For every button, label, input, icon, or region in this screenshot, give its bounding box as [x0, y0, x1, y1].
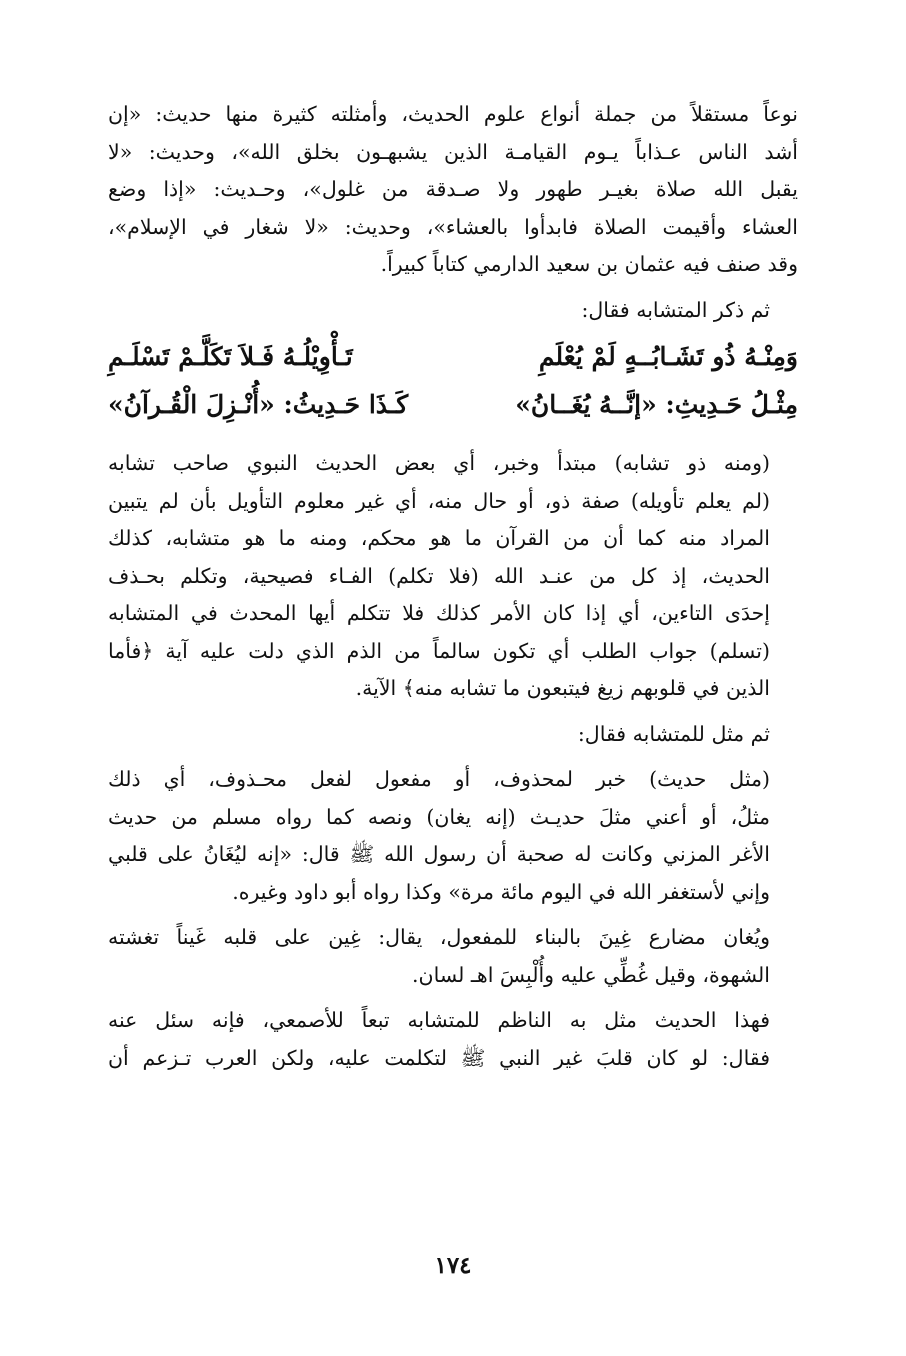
text-line: إحدَى التاءين، أي إذا كان الأمر كذلك فلا تتكلم أيها المحدث في المتشابه [108, 601, 770, 625]
text-line: وقد صنف فيه عثمان بن سعيد الدارمي كتاباً كبيراً. [380, 252, 798, 276]
text-line: المراد منه كما أن من القرآن ما هو محكم، ومنه ما هو متشابه، كذلك [108, 526, 770, 550]
verse-hemistich-left: كَـذَا حَـدِيثُ: «أُنْـزِلَ الْقُـرآنُ» [108, 390, 409, 419]
text-line: (لم يعلم تأويله) صفة ذو، أو حال منه، أي غير معلوم التأويل بأن لم يتبين [108, 488, 770, 513]
text-line: الحديث، إذ كل من عنـد الله (فلا تكلم) الفـاء فصيحية، وتكلم بحـذف [108, 563, 770, 588]
text-line: أشد الناس عـذاباً يـوم القيامـة الذين يشبهـون بخلق الله»، وحديث: «لا [108, 139, 798, 164]
text-line: (تسلم) جواب الطلب أي تكون سالماً من الذم الذي دلت عليه آية ﴿فأما [108, 638, 770, 663]
text-line: نوعاً مستقلاً من جملة أنواع علوم الحديث، وأمثلته كثيرة منها حديث: «إن [108, 102, 798, 126]
book-page [108, 96, 798, 1286]
paragraph-hadith-examples [108, 96, 798, 284]
paragraph-commentary-example [108, 761, 798, 911]
paragraph-asmai [108, 1002, 798, 1077]
verse-intro: ثم ذكر المتشابه فقال: [581, 297, 770, 322]
text-line: فهذا الحديث مثل به الناظم للمتشابه تبعاً للأصمعي، فإنه سئل عنه [108, 1008, 770, 1032]
text-line: (ومنه ذو تشابه) مبتدأ وخبر، أي بعض الحديث النبوي صاحب تشابه [108, 451, 770, 475]
verse-hemistich-right: مِثْـلُ حَـدِيثِ: «إنَّــهُ يُغَــانُ» [515, 390, 798, 419]
poem-verse [108, 333, 798, 429]
verse-hemistich-left: تَـأْوِيْلُـهُ فَـلاَ تَكَلَّـمْ تَسْلَـمِ [108, 342, 353, 371]
paragraph-commentary-mutashabih [108, 445, 798, 708]
verse-line-2 [108, 381, 798, 429]
verse-line-1 [108, 333, 798, 381]
text-line: مثلُ، أو أعني مثلَ حديـث (إنه يغان) ونصه كما رواه مسلم من حديث [108, 804, 770, 829]
example-intro: ثم مثل للمتشابه فقال: [577, 721, 770, 746]
text-line: الشهوة، وقيل غُطِّي عليه وأُلْبِسَ اهـ لسان. [412, 962, 770, 987]
text-line: ويُغان مضارع غِينَ بالبناء للمفعول، يقال: غِين على قلبه غَيناً تغشته [108, 925, 770, 949]
text-line: العشاء وأقيمت الصلاة فابدأوا بالعشاء»، وحديث: «لا شغار في الإسلام»، [108, 214, 798, 239]
text-line: الذين في قلوبهم زيغ فيتبعون ما تشابه منه﴾ الآية. [355, 676, 770, 700]
verse-hemistich-right: وَمِنْـهُ ذُو تَشَـابُــهٍ لَمْ يُعْلَمِ [538, 342, 798, 371]
paragraph-word-meaning [108, 919, 798, 994]
text-line: الأغر المزني وكانت له صحبة أن رسول الله ﷺ قال: «إنه ليُغَانُ على قلبي [108, 842, 770, 866]
text-line: (مثل حديث) خبر لمحذوف، أو مفعول لفعل محـذوف، أي ذلك [108, 767, 770, 791]
text-line: يقبل الله صلاة بغيـر طهور ولا صـدقة من غلول»، وحـديث: «إذا وضع [108, 177, 798, 201]
page-number: ١٧٤ [434, 1252, 472, 1279]
text-line: وإني لأستغفر الله في اليوم مائة مرة» وكذا رواه أبو داود وغيره. [232, 879, 770, 904]
text-line: فقال: لو كان قلبَ غير النبي ﷺ لتكلمت عليه، ولكن العرب تـزعم أن [108, 1045, 770, 1070]
